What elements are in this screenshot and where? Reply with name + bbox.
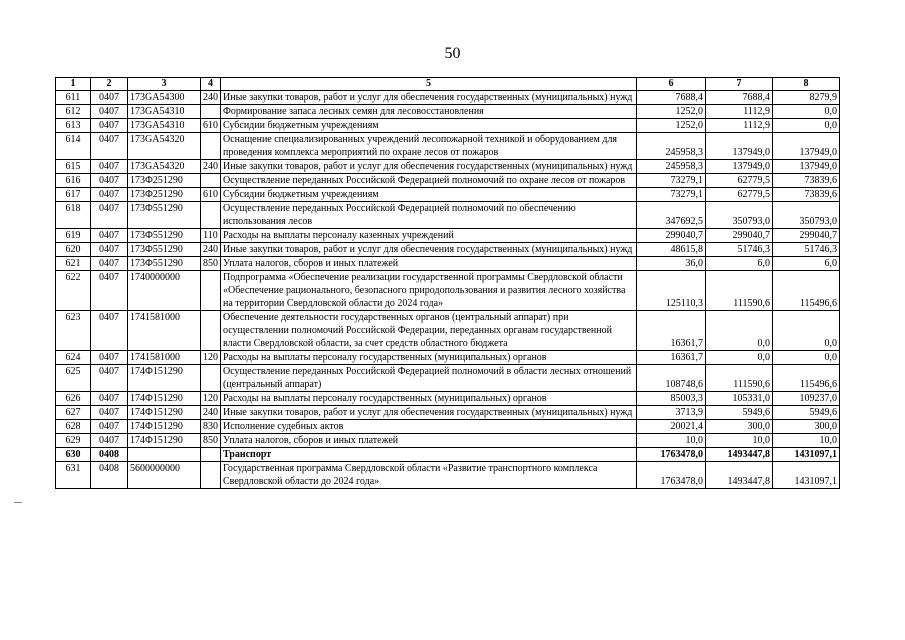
expense-type-code: 850 <box>201 257 221 271</box>
amount-col6: 73279,1 <box>637 188 706 202</box>
amount-col6: 7688,4 <box>637 91 706 105</box>
expense-type-code <box>201 448 221 462</box>
column-header: 6 <box>637 78 706 91</box>
expense-name: Иные закупки товаров, работ и услуг для обеспечения государственных (муниципальных) нужд <box>221 91 637 105</box>
table-row <box>56 311 840 351</box>
expense-name: Уплата налогов, сборов и иных платежей <box>221 257 637 271</box>
amount-col8: 8279,9 <box>773 91 840 105</box>
amount-col8: 115496,6 <box>773 271 840 311</box>
expense-name: Уплата налогов, сборов и иных платежей <box>221 434 637 448</box>
amount-col8: 0,0 <box>773 105 840 119</box>
table-row <box>56 351 840 365</box>
amount-col7: 105331,0 <box>706 392 773 406</box>
expense-name: Обеспечение деятельности государственных органов (центральный аппарат) при осуществлении полномочий Российской Федерации, переданных органам государственной власти Свердловской области, за счет средств областного бюджета <box>221 311 637 351</box>
row-number: 611 <box>56 91 91 105</box>
target-article-code: 173GA54310 <box>128 105 201 119</box>
table-row <box>56 448 840 462</box>
section-code: 0407 <box>91 257 128 271</box>
expense-type-code: 830 <box>201 420 221 434</box>
row-number: 621 <box>56 257 91 271</box>
target-article-code: 1741581000 <box>128 311 201 351</box>
amount-col7: 111590,6 <box>706 365 773 392</box>
amount-col7: 62779,5 <box>706 188 773 202</box>
amount-col8: 137949,0 <box>773 160 840 174</box>
expense-name: Осуществление переданных Российской Федерацией полномочий по обеспечению использования лесов <box>221 202 637 229</box>
expense-name: Иные закупки товаров, работ и услуг для обеспечения государственных (муниципальных) нужд <box>221 406 637 420</box>
section-code: 0407 <box>91 365 128 392</box>
expense-type-code <box>201 105 221 119</box>
table-row <box>56 174 840 188</box>
expense-name: Исполнение судебных актов <box>221 420 637 434</box>
table-row <box>56 420 840 434</box>
expense-name: Государственная программа Свердловской области «Развитие транспортного комплекса Свердловской области до 2024 года» <box>221 462 637 489</box>
expense-type-code <box>201 271 221 311</box>
amount-col8: 0,0 <box>773 311 840 351</box>
table-row <box>56 119 840 133</box>
amount-col8: 73839,6 <box>773 174 840 188</box>
expense-type-code: 240 <box>201 406 221 420</box>
expense-type-code <box>201 311 221 351</box>
target-article-code: 173Ф551290 <box>128 202 201 229</box>
table-row <box>56 406 840 420</box>
table-row <box>56 271 840 311</box>
amount-col6: 299040,7 <box>637 229 706 243</box>
section-code: 0407 <box>91 91 128 105</box>
target-article-code: 173GA54300 <box>128 91 201 105</box>
row-number: 618 <box>56 202 91 229</box>
expense-name: Субсидии бюджетным учреждениям <box>221 188 637 202</box>
amount-col8: 300,0 <box>773 420 840 434</box>
section-code: 0407 <box>91 434 128 448</box>
row-number: 622 <box>56 271 91 311</box>
amount-col7: 51746,3 <box>706 243 773 257</box>
section-code: 0407 <box>91 243 128 257</box>
target-article-code: 1741581000 <box>128 351 201 365</box>
target-article-code: 1740000000 <box>128 271 201 311</box>
expense-type-code: 850 <box>201 434 221 448</box>
amount-col6: 347692,5 <box>637 202 706 229</box>
table-row <box>56 160 840 174</box>
amount-col8: 0,0 <box>773 119 840 133</box>
section-code: 0407 <box>91 271 128 311</box>
column-header: 4 <box>201 78 221 91</box>
amount-col6: 125110,3 <box>637 271 706 311</box>
amount-col8: 6,0 <box>773 257 840 271</box>
expense-type-code <box>201 202 221 229</box>
expense-type-code: 120 <box>201 392 221 406</box>
table-row <box>56 462 840 489</box>
row-number: 624 <box>56 351 91 365</box>
section-code: 0408 <box>91 448 128 462</box>
column-header: 2 <box>91 78 128 91</box>
amount-col6: 36,0 <box>637 257 706 271</box>
table-row <box>56 229 840 243</box>
amount-col8: 350793,0 <box>773 202 840 229</box>
row-number: 627 <box>56 406 91 420</box>
expense-type-code <box>201 462 221 489</box>
amount-col6: 16361,7 <box>637 311 706 351</box>
amount-col8: 1431097,1 <box>773 448 840 462</box>
amount-col8: 73839,6 <box>773 188 840 202</box>
expense-name: Расходы на выплаты персоналу казенных учреждений <box>221 229 637 243</box>
section-code: 0407 <box>91 311 128 351</box>
budget-table <box>55 77 840 489</box>
amount-col6: 245958,3 <box>637 160 706 174</box>
expense-name: Оснащение специализированных учреждений лесопожарной техникой и оборудованием для проведения комплекса мероприятий по охране лесов от пожаров <box>221 133 637 160</box>
target-article-code: 173Ф251290 <box>128 174 201 188</box>
expense-name: Субсидии бюджетным учреждениям <box>221 119 637 133</box>
row-number: 616 <box>56 174 91 188</box>
amount-col6: 1252,0 <box>637 119 706 133</box>
row-number: 631 <box>56 462 91 489</box>
table-row <box>56 392 840 406</box>
section-code: 0407 <box>91 160 128 174</box>
amount-col8: 115496,6 <box>773 365 840 392</box>
page-number: 50 <box>444 45 461 62</box>
target-article-code: 173Ф551290 <box>128 229 201 243</box>
expense-name: Осуществление переданных Российской Федерацией полномочий в области лесных отношений (центральный аппарат) <box>221 365 637 392</box>
expense-name: Формирование запаса лесных семян для лесовосстановления <box>221 105 637 119</box>
row-number: 614 <box>56 133 91 160</box>
table-row <box>56 105 840 119</box>
expense-type-code: 110 <box>201 229 221 243</box>
amount-col8: 1431097,1 <box>773 462 840 489</box>
expense-type-code <box>201 174 221 188</box>
target-article-code: 173Ф551290 <box>128 243 201 257</box>
target-article-code: 174Ф151290 <box>128 392 201 406</box>
amount-col7: 10,0 <box>706 434 773 448</box>
target-article-code: 173GA54320 <box>128 160 201 174</box>
table-row <box>56 365 840 392</box>
amount-col6: 245958,3 <box>637 133 706 160</box>
row-number: 628 <box>56 420 91 434</box>
expense-name: Иные закупки товаров, работ и услуг для обеспечения государственных (муниципальных) нужд <box>221 243 637 257</box>
section-code: 0407 <box>91 392 128 406</box>
column-header: 7 <box>706 78 773 91</box>
amount-col7: 5949,6 <box>706 406 773 420</box>
expense-type-code: 240 <box>201 91 221 105</box>
row-number: 623 <box>56 311 91 351</box>
amount-col6: 108748,6 <box>637 365 706 392</box>
table-row <box>56 243 840 257</box>
target-article-code: 173GA54320 <box>128 133 201 160</box>
amount-col7: 1112,9 <box>706 119 773 133</box>
section-code: 0407 <box>91 188 128 202</box>
amount-col6: 48615,8 <box>637 243 706 257</box>
row-number: 613 <box>56 119 91 133</box>
column-header: 3 <box>128 78 201 91</box>
table-row <box>56 133 840 160</box>
row-number: 629 <box>56 434 91 448</box>
section-code: 0408 <box>91 462 128 489</box>
amount-col7: 111590,6 <box>706 271 773 311</box>
amount-col6: 1763478,0 <box>637 448 706 462</box>
expense-name: Иные закупки товаров, работ и услуг для обеспечения государственных (муниципальных) нужд <box>221 160 637 174</box>
column-header: 5 <box>221 78 637 91</box>
amount-col7: 7688,4 <box>706 91 773 105</box>
expense-type-code: 610 <box>201 188 221 202</box>
amount-col8: 10,0 <box>773 434 840 448</box>
amount-col7: 0,0 <box>706 351 773 365</box>
amount-col8: 0,0 <box>773 351 840 365</box>
row-number: 617 <box>56 188 91 202</box>
row-number: 612 <box>56 105 91 119</box>
amount-col7: 300,0 <box>706 420 773 434</box>
section-code: 0407 <box>91 133 128 160</box>
amount-col6: 73279,1 <box>637 174 706 188</box>
table-row <box>56 202 840 229</box>
amount-col7: 1112,9 <box>706 105 773 119</box>
expense-type-code: 240 <box>201 243 221 257</box>
amount-col7: 299040,7 <box>706 229 773 243</box>
target-article-code: 174Ф151290 <box>128 365 201 392</box>
expense-name: Подпрограмма «Обеспечение реализации государственной программы Свердловской области «Обеспечение рационального, безопасного природопользования и развития лесного хозяйства на территории Свердловской области до 2024 года» <box>221 271 637 311</box>
target-article-code: 173GA54310 <box>128 119 201 133</box>
expense-name: Расходы на выплаты персоналу государственных (муниципальных) органов <box>221 392 637 406</box>
target-article-code: 173Ф551290 <box>128 257 201 271</box>
column-header: 1 <box>56 78 91 91</box>
expense-name: Осуществление переданных Российской Федерацией полномочий по охране лесов от пожаров <box>221 174 637 188</box>
amount-col7: 137949,0 <box>706 133 773 160</box>
target-article-code: 5600000000 <box>128 462 201 489</box>
section-code: 0407 <box>91 202 128 229</box>
amount-col7: 1493447,8 <box>706 448 773 462</box>
amount-col7: 1493447,8 <box>706 462 773 489</box>
section-code: 0407 <box>91 420 128 434</box>
section-code: 0407 <box>91 105 128 119</box>
row-number: 626 <box>56 392 91 406</box>
table-row <box>56 188 840 202</box>
row-number: 619 <box>56 229 91 243</box>
expense-type-code: 240 <box>201 160 221 174</box>
expense-type-code: 610 <box>201 119 221 133</box>
expense-type-code <box>201 133 221 160</box>
target-article-code: 174Ф151290 <box>128 434 201 448</box>
amount-col6: 3713,9 <box>637 406 706 420</box>
target-article-code: 173Ф251290 <box>128 188 201 202</box>
row-number: 620 <box>56 243 91 257</box>
row-number: 630 <box>56 448 91 462</box>
table-row <box>56 434 840 448</box>
column-header: 8 <box>773 78 840 91</box>
table-row <box>56 91 840 105</box>
amount-col8: 299040,7 <box>773 229 840 243</box>
amount-col7: 62779,5 <box>706 174 773 188</box>
amount-col8: 51746,3 <box>773 243 840 257</box>
section-code: 0407 <box>91 406 128 420</box>
table-row <box>56 257 840 271</box>
amount-col7: 0,0 <box>706 311 773 351</box>
row-number: 625 <box>56 365 91 392</box>
amount-col6: 20021,4 <box>637 420 706 434</box>
target-article-code <box>128 448 201 462</box>
amount-col8: 5949,6 <box>773 406 840 420</box>
amount-col6: 1763478,0 <box>637 462 706 489</box>
amount-col6: 85003,3 <box>637 392 706 406</box>
expense-name: Расходы на выплаты персоналу государственных (муниципальных) органов <box>221 351 637 365</box>
amount-col8: 109237,0 <box>773 392 840 406</box>
table-body <box>56 91 840 489</box>
row-number: 615 <box>56 160 91 174</box>
target-article-code: 174Ф151290 <box>128 406 201 420</box>
expense-name: Транспорт <box>221 448 637 462</box>
margin-mark <box>14 502 22 503</box>
amount-col6: 10,0 <box>637 434 706 448</box>
amount-col6: 16361,7 <box>637 351 706 365</box>
section-code: 0407 <box>91 351 128 365</box>
amount-col8: 137949,0 <box>773 133 840 160</box>
amount-col7: 137949,0 <box>706 160 773 174</box>
amount-col6: 1252,0 <box>637 105 706 119</box>
section-code: 0407 <box>91 174 128 188</box>
expense-type-code: 120 <box>201 351 221 365</box>
section-code: 0407 <box>91 229 128 243</box>
header-row <box>56 78 840 91</box>
target-article-code: 174Ф151290 <box>128 420 201 434</box>
section-code: 0407 <box>91 119 128 133</box>
expense-type-code <box>201 365 221 392</box>
amount-col7: 350793,0 <box>706 202 773 229</box>
amount-col7: 6,0 <box>706 257 773 271</box>
